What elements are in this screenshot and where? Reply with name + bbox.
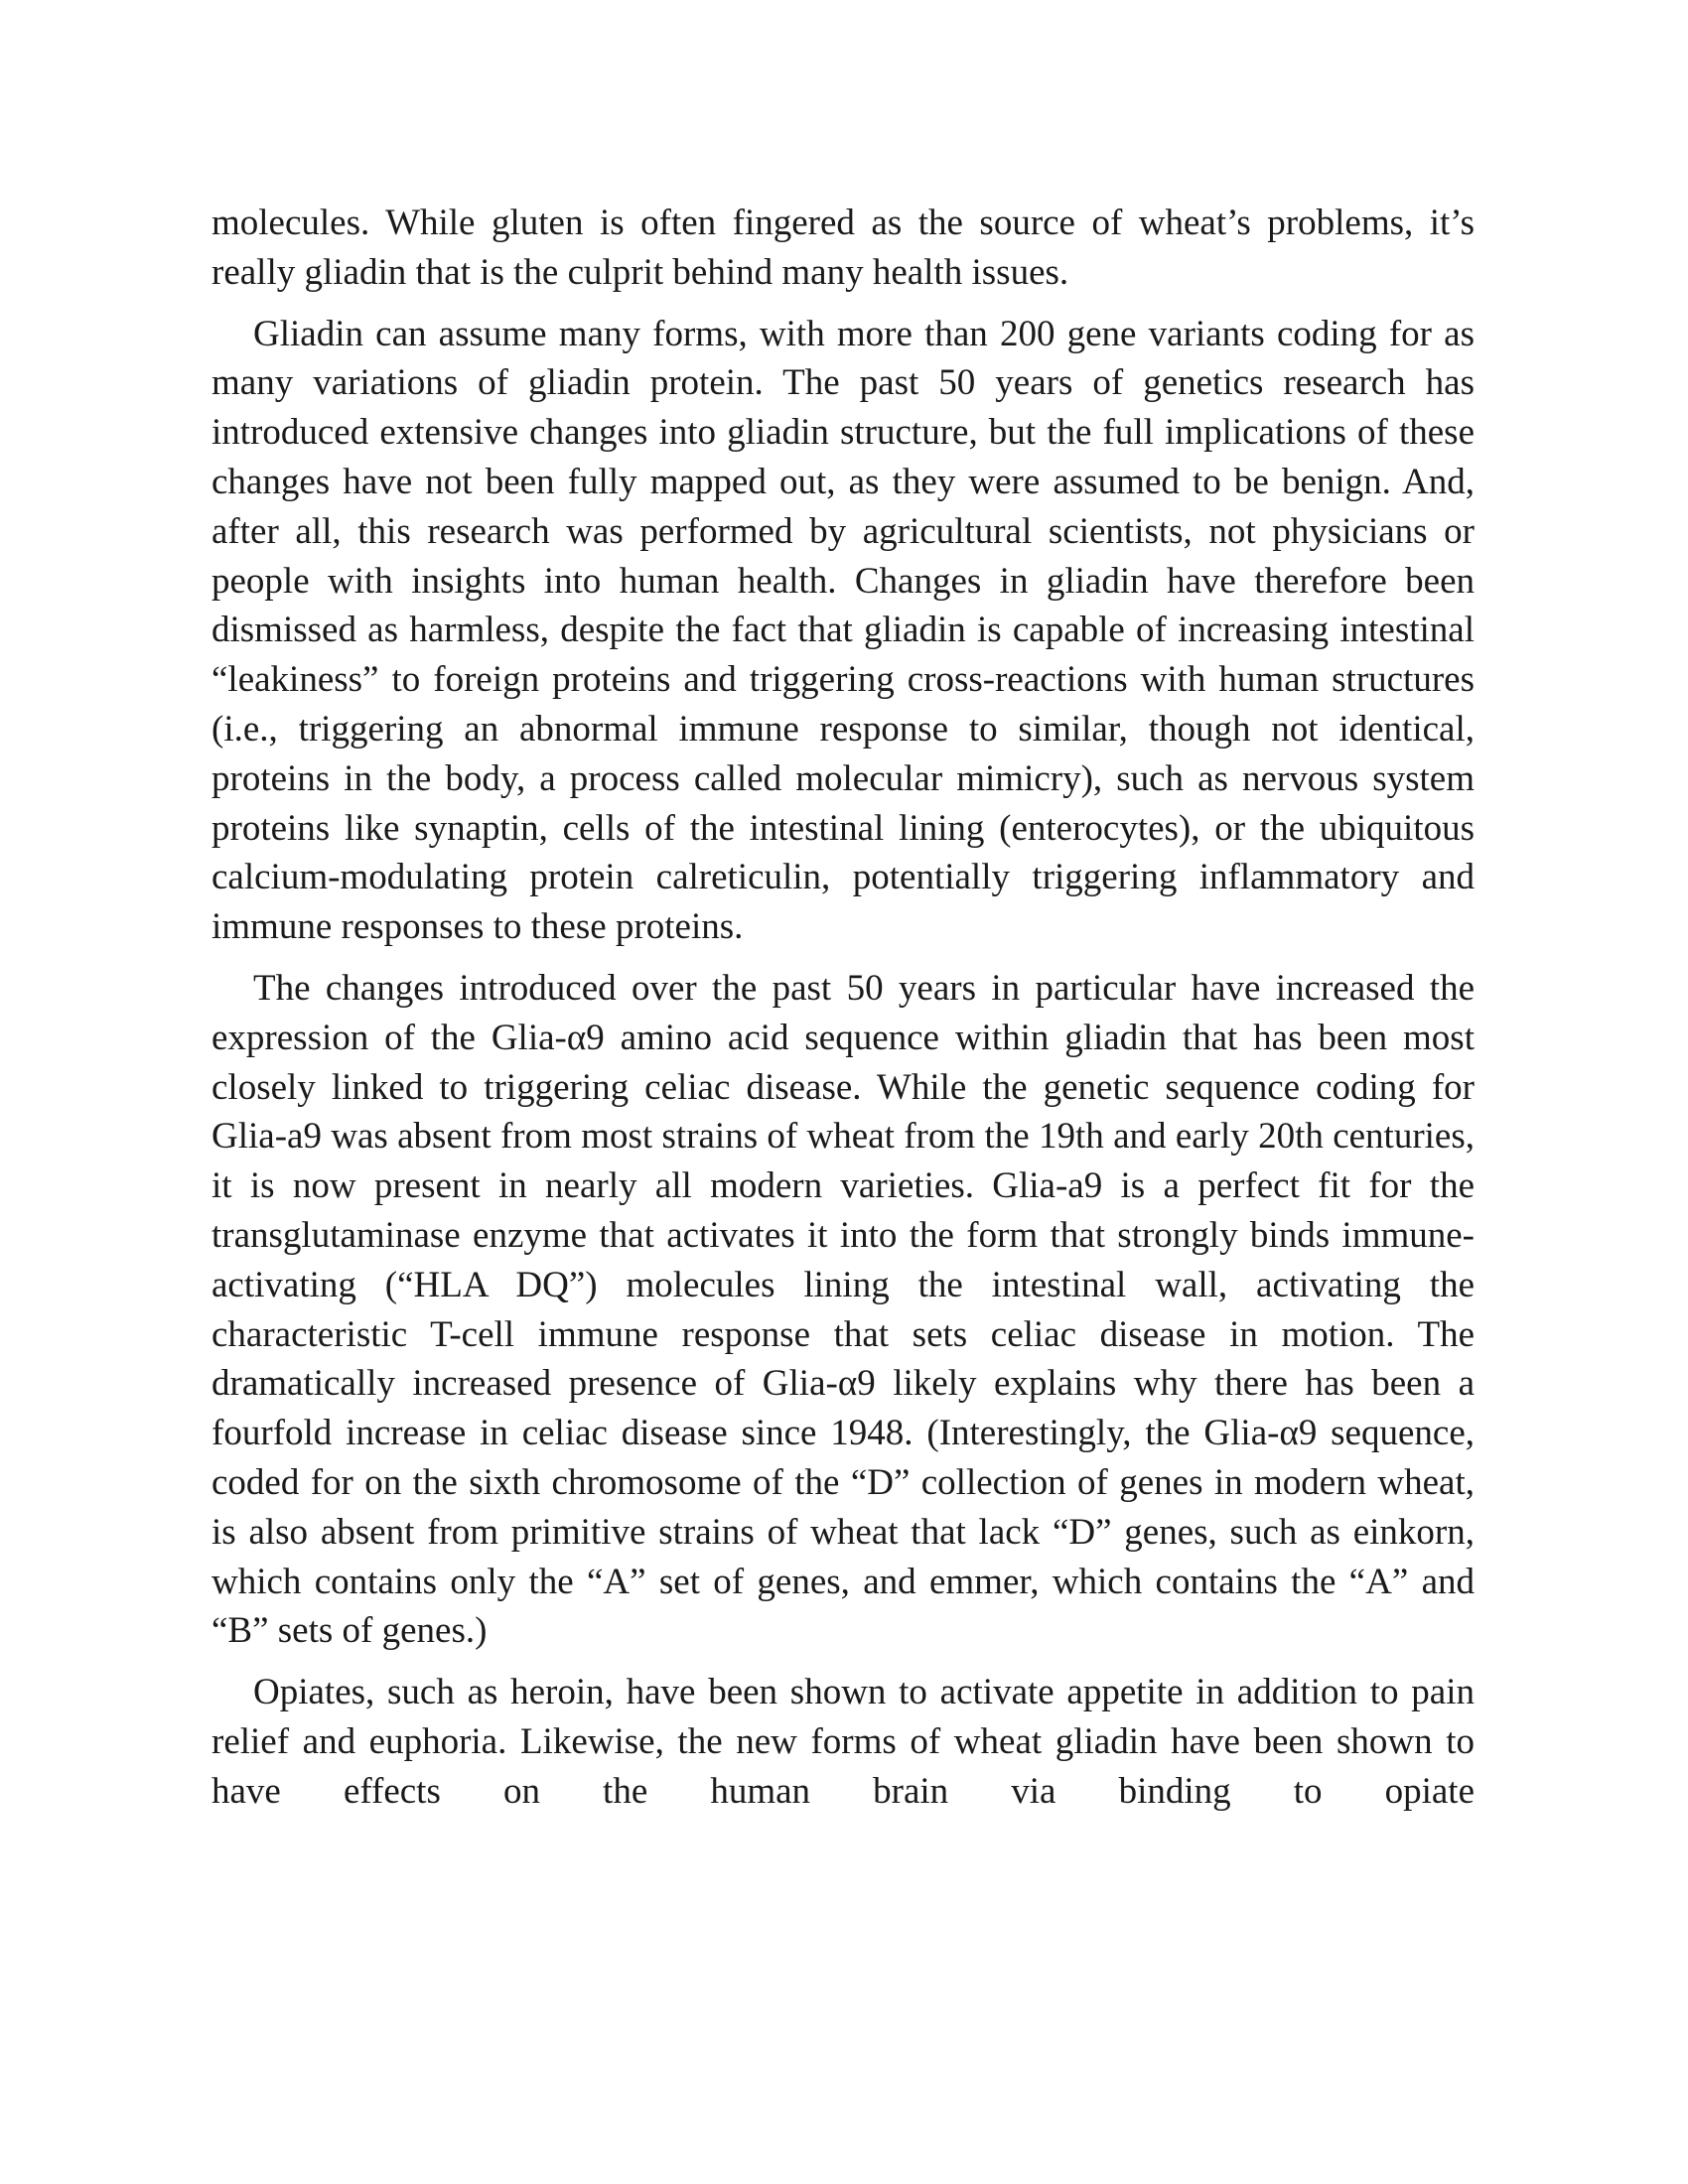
- paragraph-2: Gliadin can assume many forms, with more than 200 gene variants coding for as many variations of gliadin protein. The past 50 years of genetics research has introduced extensive changes into gliadin structure, but the full implications of these changes have not been fully mapped out, as they were assumed to be benign. And, after all, this research was performed by agricultural scientists, not physicians or people with insights into human health. Changes in gliadin have therefore been dismissed as harmless, despite the fact that gliadin is capable of increasing intestinal “leakiness” to foreign proteins and triggering cross-reactions with human structures (i.e., triggering an abnormal immune response to similar, though not identical, proteins in the body, a process called molecular mimicry), such as nervous system proteins like synaptin, cells of the intestinal lining (enterocytes), or the ubiquitous calcium-modulating protein calreticulin, potentially triggering inflammatory and immune responses to these proteins.: [211, 313, 1475, 948]
- paragraph-3: The changes introduced over the past 50 years in particular have increased the expression of the Glia-α9 amino acid sequence within gliadin that has been most closely linked to triggering celiac disease. While the genetic sequence coding for Glia-a9 was absent from most strains of wheat from the 19th and early 20th centuries, it is now present in nearly all modern varieties. Glia-a9 is a perfect fit for the transglutaminase enzyme that activates it into the form that strongly binds immune-activating (“HLA DQ”) molecules lining the intestinal wall, activating the characteristic T-cell immune response that sets celiac disease in motion. The dramatically increased presence of Glia-α9 likely explains why there has been a fourfold increase in celiac disease since 1948. (Interestingly, the Glia-α9 sequence, coded for on the sixth chromosome of the “D” collection of genes in modern wheat, is also absent from primitive strains of wheat that lack “D” genes, such as einkorn, which contains only the “A” set of genes, and emmer, which contains the “A” and “B” sets of genes.): [211, 967, 1475, 1652]
- page-body: [211, 199, 1475, 1829]
- paragraph-1: molecules. While gluten is often fingered as the source of wheat’s problems, it’s really gliadin that is the culprit behind many health issues.: [211, 203, 1475, 293]
- paragraph-4: Opiates, such as heroin, have been shown to activate appetite in addition to pain relief and euphoria. Likewise, the new forms of wheat gliadin have been shown to have effects on the human brain via binding to opiate: [211, 1672, 1475, 1812]
